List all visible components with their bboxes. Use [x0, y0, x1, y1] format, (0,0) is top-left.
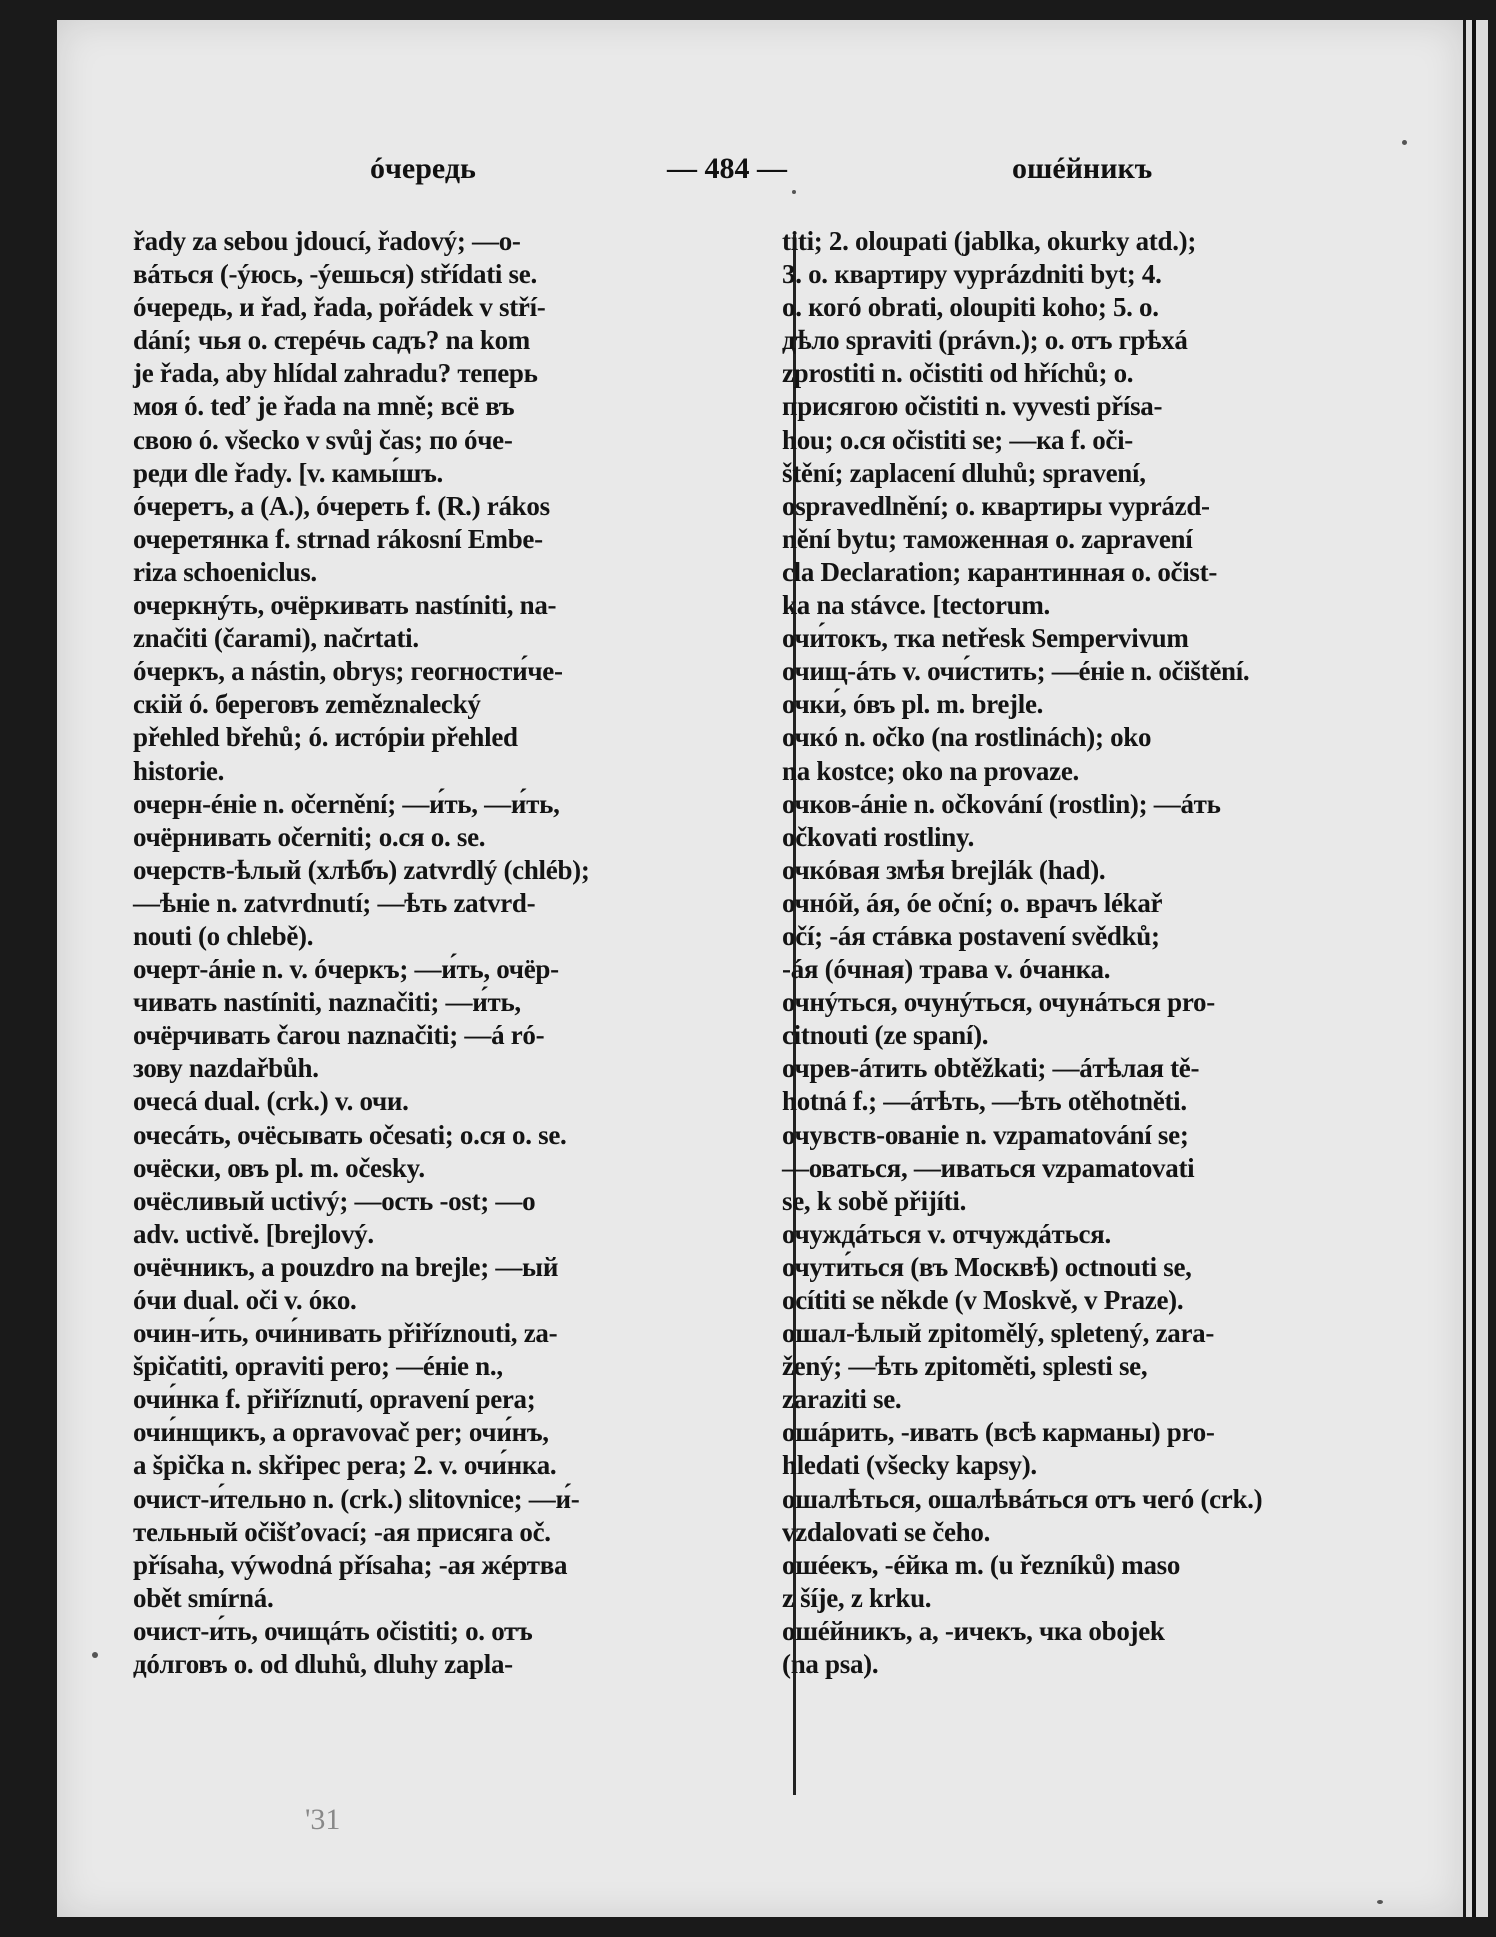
dictionary-line: na kostce; oko na provaze. — [782, 755, 1079, 786]
dictionary-line: ocítiti se někde (v Moskvě, v Praze). — [782, 1285, 1184, 1315]
dictionary-line: obět smírná. — [133, 1582, 274, 1613]
dictionary-line: тельный očišťovací; -ая присяга oč. — [133, 1516, 551, 1547]
dictionary-line: очёрчивать čarou naznačiti; —á ró- — [133, 1020, 545, 1051]
book-page — [57, 20, 1463, 1917]
dictionary-line: ospravedlnění; o. квартиры vyprázd- — [782, 490, 1210, 521]
dictionary-line: vzdalovati se čeho. — [782, 1516, 991, 1547]
dust-speck — [792, 190, 796, 194]
dictionary-line: очи́нщикъ, а opravovač per; очи́нъ, — [133, 1417, 549, 1448]
dictionary-line: -áя (óчная) трава v. óчанка. — [782, 954, 1111, 985]
dictionary-line: ошáрить, -ивать (всѣ карманы) pro- — [782, 1417, 1215, 1448]
dictionary-line: óчеретъ, а (A.), óчереть f. (R.) rákos — [133, 490, 550, 521]
dictionary-line: špičatiti, opraviti pero; —éніе n., — [133, 1351, 503, 1382]
dictionary-line: óчередь, и řad, řada, pořádek v stří- — [133, 292, 546, 323]
dictionary-line: моя ó. teď je řada na mně; всё въ — [133, 391, 515, 422]
dust-speck — [92, 1652, 98, 1658]
dictionary-line: očkovati rostliny. — [782, 821, 975, 852]
page-number: — 484 — — [667, 152, 787, 185]
dictionary-line: очкóвая змѣя brejlák (had). — [782, 854, 1106, 885]
dictionary-line: hledati (všecky kapsy). — [782, 1450, 1037, 1481]
dictionary-line: (na psa). — [782, 1649, 879, 1680]
dictionary-line: přehled břehů; ó. истóріи přehled — [133, 722, 518, 753]
dictionary-line: очути́ться (въ Москвѣ) octnouti se, — [782, 1251, 1192, 1282]
dictionary-line: adv. uctivě. [brejlový. — [133, 1218, 374, 1249]
dictionary-line: очесá dual. (crk.) v. очи. — [133, 1086, 409, 1117]
dictionary-line: očí; -áя стáвка postavení svědků; — [782, 920, 1160, 951]
dictionary-line: очерт-áніе n. v. óчеркъ; —и́ть, очёр- — [133, 954, 559, 985]
dictionary-line: очрев-áтить obtěžkati; —áтѣлая tě- — [782, 1053, 1200, 1084]
dictionary-line: zprostiti n. očistiti od hříchů; o. — [782, 358, 1134, 389]
dictionary-line: hou; o.ся očistiti se; —ка f. oči- — [782, 424, 1133, 455]
dictionary-line: очувств-ованіе n. vzpamatování se; — [782, 1119, 1189, 1150]
dictionary-line: очесáть, очёсывать očesati; o.ся o. se. — [133, 1119, 567, 1150]
dictionary-line: ошéйникъ, а, -ичекъ, чка obojek — [782, 1615, 1165, 1646]
page-edge-line — [1472, 20, 1476, 1917]
dictionary-line: —оваться, —иваться vzpamatovati — [782, 1152, 1195, 1183]
dictionary-line: очёсливый uctivý; —ость -ost; —о — [133, 1185, 536, 1216]
dictionary-line: реди dle řady. [v. камы́шъ. — [133, 457, 443, 488]
dictionary-line: je řada, aby hlídal zahradu? теперь — [133, 358, 538, 389]
dictionary-line: очерн-éніе n. očernění; —и́ть, —и́ть, — [133, 788, 560, 819]
dictionary-line: очёчникъ, а pouzdro na brejle; —ый — [133, 1251, 559, 1282]
dictionary-line: присягою očistiti n. vyvesti přísa- — [782, 391, 1163, 422]
dictionary-line: štění; zaplacení dluhů; spravení, — [782, 457, 1146, 488]
dictionary-line: очищ-áть v. очи́стить; —éніе n. očištění. — [782, 656, 1250, 687]
dictionary-line: o. когó obrati, oloupiti koho; 5. o. — [782, 292, 1159, 323]
dictionary-line: cla Declaration; карантинная о. očist- — [782, 556, 1218, 587]
dust-speck — [1377, 1900, 1383, 1904]
dictionary-line: дѣло spraviti (právn.); o. отъ грѣхá — [782, 325, 1188, 356]
dictionary-line: очи́нка f. přiříznutí, opravení pera; — [133, 1384, 536, 1415]
dictionary-line: зову nazdařbůh. — [133, 1053, 319, 1084]
dictionary-line: очнýться, очунýться, очунáться pro- — [782, 987, 1215, 1018]
left-column — [133, 225, 785, 1681]
dictionary-line: historie. — [133, 755, 225, 786]
next-page-edge — [1466, 20, 1488, 1917]
dictionary-line: titi; 2. oloupati (jablka, okurky atd.); — [782, 226, 1197, 256]
dictionary-line: очёрнивать očerniti; o.ся o. se. — [133, 821, 486, 852]
dictionary-line: очёски, овъ pl. m. očesky. — [133, 1152, 425, 1183]
dictionary-line: очнóй, áя, óе oční; o. врачъ lékař — [782, 887, 1163, 918]
dictionary-line: очкó n. očko (na rostlinách); oko — [782, 722, 1152, 753]
running-head-right-word: ошéйникъ — [1012, 152, 1153, 185]
dictionary-line: очуждáться v. отчуждáться. — [782, 1218, 1111, 1249]
dictionary-line: ошéекъ, -éйка m. (u řezníků) maso — [782, 1549, 1181, 1580]
page-mark: '31 — [305, 1803, 341, 1836]
dictionary-line: značiti (čarami), načrtati. — [133, 623, 419, 654]
dictionary-line: zaraziti se. — [782, 1384, 902, 1415]
dictionary-line: свою ó. všecko v svůj čas; по óче- — [133, 424, 513, 455]
dictionary-line: —ѣніе n. zatvrdnutí; —ѣть zatvrd- — [133, 887, 536, 918]
dictionary-line: 3. o. квартиру vyprázdniti byt; 4. — [782, 259, 1162, 290]
dictionary-line: очеретянка f. strnad rákosní Embe- — [133, 523, 543, 554]
dictionary-line: z šíje, z krku. — [782, 1582, 932, 1613]
dictionary-line: вáться (-ýюсь, -ýешься) střídati se. — [133, 259, 537, 290]
dictionary-line: очи́токъ, тка netřesk Sempervivum — [782, 623, 1189, 654]
dictionary-line: a špička n. skřipec pera; 2. v. очи́нка. — [133, 1450, 557, 1481]
dictionary-line: ошал-ѣлый zpitomělý, spletený, zara- — [782, 1318, 1215, 1349]
dust-speck — [1402, 140, 1407, 145]
dictionary-line: dání; чья о. стерéчь садъ? na kom — [133, 325, 530, 356]
right-column — [782, 225, 1440, 1681]
dictionary-line: hotná f.; —áтѣть, —ѣть otěhotněti. — [782, 1086, 1187, 1117]
dictionary-line: дóлговъ o. od dluhů, dluhy zapla- — [133, 1649, 513, 1680]
dictionary-line: ka na stávce. [tectorum. — [782, 590, 1050, 621]
dictionary-line: řady za sebou jdoucí, řadový; —o- — [133, 226, 521, 256]
dictionary-line: citnouti (ze spaní). — [782, 1020, 989, 1051]
dictionary-line: очист-и́ть, очищáть očistiti; o. отъ — [133, 1615, 533, 1646]
dictionary-line: очерств-ѣлый (хлѣбъ) zatvrdlý (chléb); — [133, 854, 590, 885]
dictionary-line: очин-и́ть, очи́нивать přiříznouti, za- — [133, 1318, 558, 1349]
dictionary-line: nouti (o chlebě). — [133, 920, 314, 951]
dictionary-line: очеркнýть, очёркивать nastíniti, na- — [133, 590, 557, 621]
dictionary-line: чивать nastíniti, naznačiti; —и́ть, — [133, 987, 521, 1018]
dictionary-line: очков-áніе n. očkování (rostlin); —áть — [782, 788, 1221, 819]
dictionary-line: nění bytu; таможенная о. zapravení — [782, 523, 1193, 554]
running-head — [57, 152, 1463, 192]
dictionary-line: žený; —ѣть zpitoměti, splesti se, — [782, 1351, 1148, 1382]
dictionary-line: очист-и́тельно n. (crk.) slitovnice; —и́- — [133, 1483, 580, 1514]
dictionary-line: очки́, óвъ pl. m. brejle. — [782, 689, 1044, 720]
dictionary-line: riza schoeniclus. — [133, 556, 317, 587]
dictionary-line: se, k sobě přijíti. — [782, 1185, 967, 1216]
dictionary-line: скій ó. береговъ zeměznalecký — [133, 689, 481, 720]
dictionary-line: přísaha, výwodná přísaha; -ая жéртва — [133, 1549, 568, 1580]
dictionary-line: ошалѣться, ошалѣвáться отъ чегó (crk.) — [782, 1483, 1263, 1514]
running-head-left-word: óчередь — [370, 152, 476, 185]
dictionary-line: óчи dual. oči v. óко. — [133, 1285, 357, 1315]
dictionary-line: óчеркъ, а nástin, obrys; геогности́че- — [133, 656, 563, 687]
